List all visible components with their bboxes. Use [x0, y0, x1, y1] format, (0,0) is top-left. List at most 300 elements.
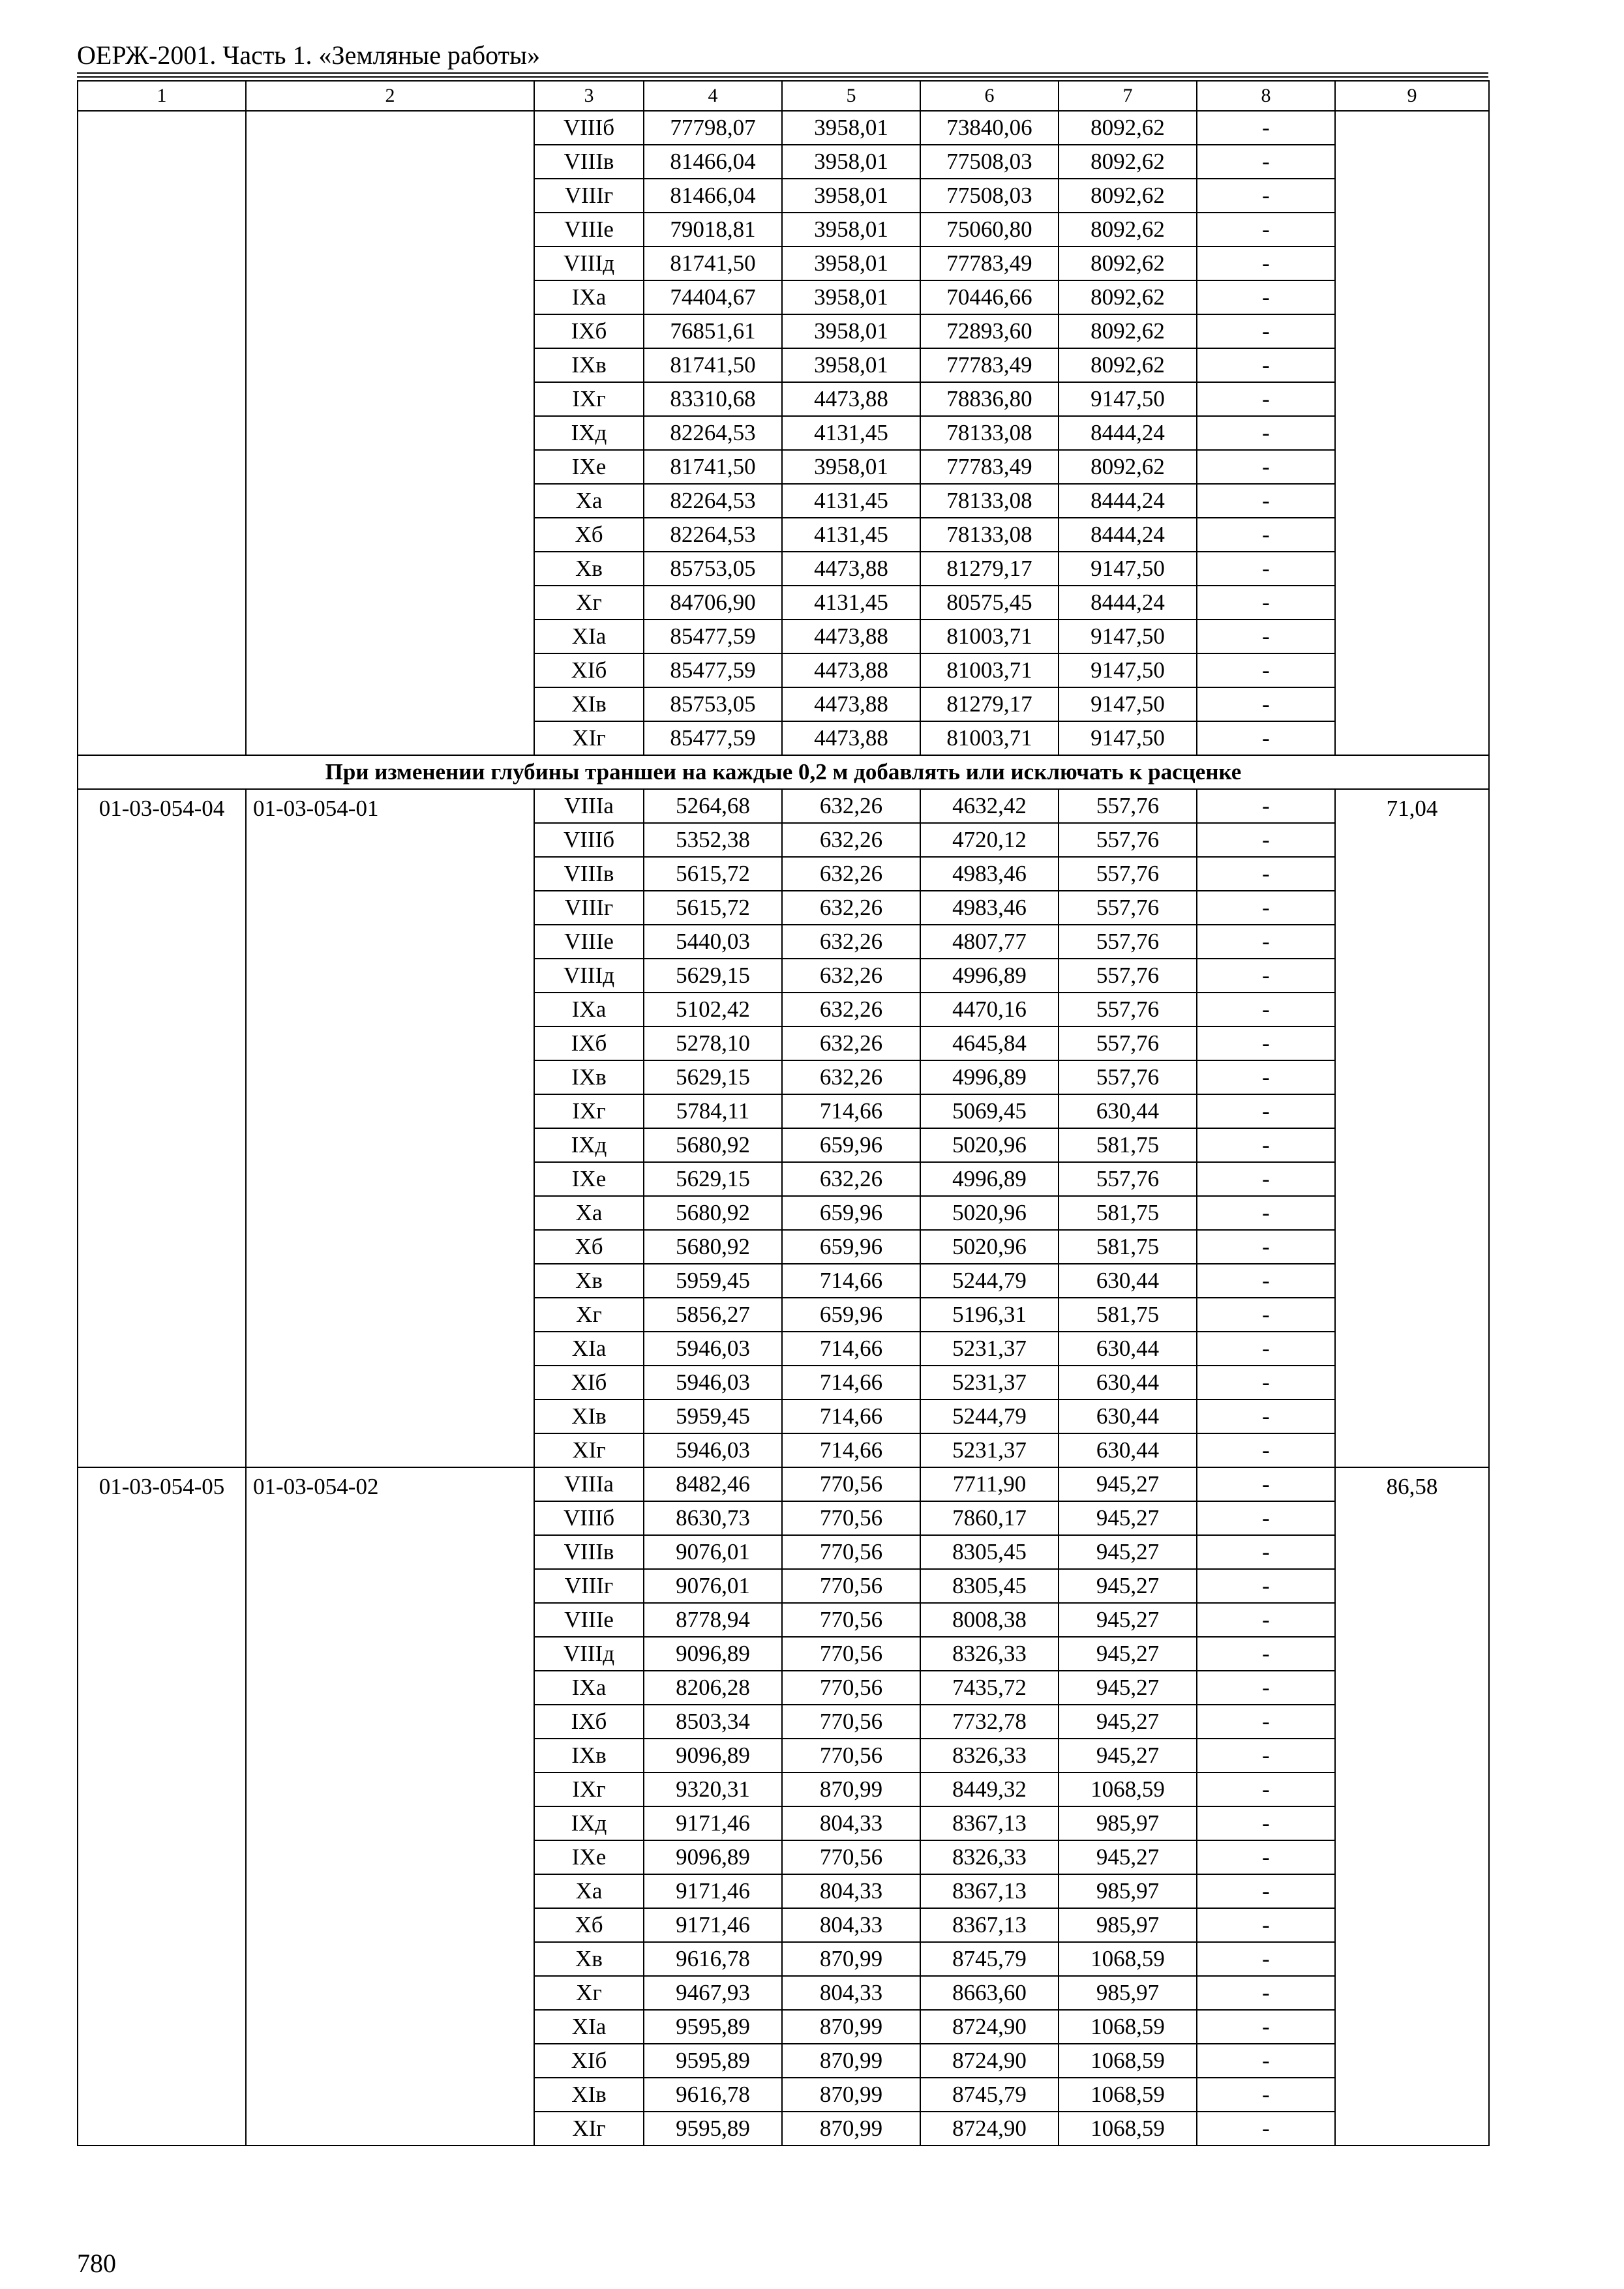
- machinists-wages-cell: 1068,59: [1059, 1942, 1197, 1976]
- machinists-wages-cell: 630,44: [1059, 1264, 1197, 1298]
- wages-cell: 632,26: [782, 1060, 920, 1094]
- total-cost-cell: 8630,73: [644, 1501, 782, 1535]
- machines-cell: 81279,17: [920, 687, 1059, 721]
- soil-group-cell: VIIIб: [534, 823, 644, 857]
- wages-cell: 3958,01: [782, 348, 920, 382]
- machinists-wages-cell: 630,44: [1059, 1094, 1197, 1128]
- machines-cell: 77508,03: [920, 145, 1059, 179]
- wages-cell: 770,56: [782, 1501, 920, 1535]
- machines-cell: 81003,71: [920, 653, 1059, 687]
- machines-cell: 4996,89: [920, 959, 1059, 993]
- soil-group-cell: IXа: [534, 993, 644, 1026]
- soil-group-cell: VIIIб: [534, 1501, 644, 1535]
- soil-group-cell: IXг: [534, 1773, 644, 1806]
- section-heading-row: [78, 755, 1489, 789]
- materials-cell: -: [1197, 382, 1335, 416]
- materials-cell: -: [1197, 1739, 1335, 1773]
- total-cost-cell: 5784,11: [644, 1094, 782, 1128]
- machines-cell: 5231,37: [920, 1366, 1059, 1399]
- materials-cell: -: [1197, 891, 1335, 925]
- machinists-wages-cell: 9147,50: [1059, 687, 1197, 721]
- machines-cell: 4632,42: [920, 789, 1059, 823]
- machines-cell: 70446,66: [920, 280, 1059, 314]
- wages-cell: 4473,88: [782, 552, 920, 586]
- machines-cell: 8449,32: [920, 1773, 1059, 1806]
- machines-cell: 5244,79: [920, 1399, 1059, 1433]
- machines-cell: 8724,90: [920, 2010, 1059, 2044]
- total-cost-cell: 5264,68: [644, 789, 782, 823]
- machinists-wages-cell: 557,76: [1059, 1060, 1197, 1094]
- wages-cell: 804,33: [782, 1874, 920, 1908]
- materials-cell: -: [1197, 687, 1335, 721]
- machinists-wages-cell: 8444,24: [1059, 518, 1197, 552]
- machinists-wages-cell: 945,27: [1059, 1739, 1197, 1773]
- total-cost-cell: 5629,15: [644, 959, 782, 993]
- soil-group-cell: XIв: [534, 687, 644, 721]
- machines-cell: 8367,13: [920, 1908, 1059, 1942]
- soil-group-cell: VIIIв: [534, 857, 644, 891]
- materials-cell: -: [1197, 1060, 1335, 1094]
- materials-cell: -: [1197, 1773, 1335, 1806]
- soil-group-cell: XIа: [534, 620, 644, 653]
- soil-group-cell: VIIIа: [534, 789, 644, 823]
- materials-cell: -: [1197, 1705, 1335, 1739]
- machines-cell: 8326,33: [920, 1739, 1059, 1773]
- materials-cell: -: [1197, 484, 1335, 518]
- wages-cell: 632,26: [782, 1026, 920, 1060]
- soil-group-cell: Xа: [534, 1196, 644, 1230]
- machines-cell: 8008,38: [920, 1603, 1059, 1637]
- machinists-wages-cell: 581,75: [1059, 1196, 1197, 1230]
- soil-group-cell: Xб: [534, 1230, 644, 1264]
- column-number-cell: 7: [1059, 81, 1197, 111]
- total-cost-cell: 9076,01: [644, 1535, 782, 1569]
- materials-cell: -: [1197, 2044, 1335, 2078]
- machinists-wages-cell: 630,44: [1059, 1366, 1197, 1399]
- total-cost-cell: 9616,78: [644, 1942, 782, 1976]
- total-cost-cell: 9595,89: [644, 2112, 782, 2146]
- wages-cell: 714,66: [782, 1264, 920, 1298]
- wages-cell: 770,56: [782, 1569, 920, 1603]
- soil-group-cell: XIб: [534, 2044, 644, 2078]
- materials-cell: -: [1197, 2112, 1335, 2146]
- machines-cell: 8305,45: [920, 1569, 1059, 1603]
- materials-cell: -: [1197, 721, 1335, 755]
- machines-cell: 5231,37: [920, 1433, 1059, 1467]
- labor-cost-cell: 71,04: [1335, 789, 1489, 1467]
- machinists-wages-cell: 8092,62: [1059, 111, 1197, 145]
- machinists-wages-cell: 945,27: [1059, 1705, 1197, 1739]
- machines-cell: 8367,13: [920, 1806, 1059, 1840]
- wages-cell: 3958,01: [782, 179, 920, 213]
- soil-group-cell: VIIIб: [534, 111, 644, 145]
- table-row: [78, 789, 1489, 823]
- wages-cell: 804,33: [782, 1908, 920, 1942]
- wages-cell: 3958,01: [782, 213, 920, 247]
- materials-cell: -: [1197, 857, 1335, 891]
- soil-group-cell: Xг: [534, 586, 644, 620]
- materials-cell: -: [1197, 1976, 1335, 2010]
- wages-cell: 659,96: [782, 1298, 920, 1332]
- machines-cell: 7435,72: [920, 1671, 1059, 1705]
- total-cost-cell: 85477,59: [644, 620, 782, 653]
- machines-cell: 81279,17: [920, 552, 1059, 586]
- column-number-cell: 2: [246, 81, 534, 111]
- wages-cell: 870,99: [782, 1942, 920, 1976]
- materials-cell: -: [1197, 111, 1335, 145]
- soil-group-cell: XIг: [534, 1433, 644, 1467]
- soil-group-cell: IXд: [534, 416, 644, 450]
- materials-cell: -: [1197, 620, 1335, 653]
- machines-cell: 78133,08: [920, 484, 1059, 518]
- total-cost-cell: 81741,50: [644, 348, 782, 382]
- column-number-cell: 9: [1335, 81, 1489, 111]
- wages-cell: 659,96: [782, 1196, 920, 1230]
- materials-cell: -: [1197, 450, 1335, 484]
- machinists-wages-cell: 8092,62: [1059, 450, 1197, 484]
- machinists-wages-cell: 581,75: [1059, 1128, 1197, 1162]
- machinists-wages-cell: 1068,59: [1059, 2044, 1197, 2078]
- soil-group-cell: Xв: [534, 1942, 644, 1976]
- wages-cell: 714,66: [782, 1332, 920, 1366]
- machinists-wages-cell: 557,76: [1059, 789, 1197, 823]
- wages-cell: 770,56: [782, 1739, 920, 1773]
- total-cost-cell: 5680,92: [644, 1196, 782, 1230]
- machines-cell: 5069,45: [920, 1094, 1059, 1128]
- header-rule: [77, 72, 1488, 74]
- machinists-wages-cell: 1068,59: [1059, 2112, 1197, 2146]
- machinists-wages-cell: 8092,62: [1059, 280, 1197, 314]
- soil-group-cell: Xв: [534, 1264, 644, 1298]
- wages-cell: 714,66: [782, 1366, 920, 1399]
- total-cost-cell: 9616,78: [644, 2078, 782, 2112]
- wages-cell: 632,26: [782, 891, 920, 925]
- machines-cell: 8305,45: [920, 1535, 1059, 1569]
- machines-cell: 4645,84: [920, 1026, 1059, 1060]
- total-cost-cell: 85753,05: [644, 687, 782, 721]
- wages-cell: 3958,01: [782, 280, 920, 314]
- total-cost-cell: 9595,89: [644, 2010, 782, 2044]
- machinists-wages-cell: 8092,62: [1059, 213, 1197, 247]
- total-cost-cell: 82264,53: [644, 484, 782, 518]
- wages-cell: 770,56: [782, 1671, 920, 1705]
- machinists-wages-cell: 985,97: [1059, 1806, 1197, 1840]
- materials-cell: -: [1197, 1433, 1335, 1467]
- machines-cell: 7860,17: [920, 1501, 1059, 1535]
- materials-cell: -: [1197, 247, 1335, 280]
- total-cost-cell: 9096,89: [644, 1840, 782, 1874]
- soil-group-cell: VIIIд: [534, 1637, 644, 1671]
- total-cost-cell: 82264,53: [644, 518, 782, 552]
- total-cost-cell: 74404,67: [644, 280, 782, 314]
- wages-cell: 659,96: [782, 1230, 920, 1264]
- section-heading: При изменении глубины траншеи на каждые 0,2 м добавлять или исключать к расценке: [78, 755, 1489, 789]
- materials-cell: -: [1197, 2010, 1335, 2044]
- soil-group-cell: IXв: [534, 1060, 644, 1094]
- materials-cell: -: [1197, 1874, 1335, 1908]
- wages-cell: 659,96: [782, 1128, 920, 1162]
- total-cost-cell: 83310,68: [644, 382, 782, 416]
- total-cost-cell: 81466,04: [644, 145, 782, 179]
- wages-cell: 870,99: [782, 2112, 920, 2146]
- machinists-wages-cell: 945,27: [1059, 1840, 1197, 1874]
- materials-cell: -: [1197, 213, 1335, 247]
- wages-cell: 770,56: [782, 1705, 920, 1739]
- materials-cell: -: [1197, 1840, 1335, 1874]
- column-number-row: [78, 81, 1489, 111]
- machinists-wages-cell: 945,27: [1059, 1603, 1197, 1637]
- machines-cell: 73840,06: [920, 111, 1059, 145]
- soil-group-cell: VIIIе: [534, 925, 644, 959]
- soil-group-cell: XIг: [534, 2112, 644, 2146]
- machinists-wages-cell: 557,76: [1059, 959, 1197, 993]
- machines-cell: 5020,96: [920, 1196, 1059, 1230]
- soil-group-cell: IXд: [534, 1806, 644, 1840]
- machinists-wages-cell: 9147,50: [1059, 653, 1197, 687]
- wages-cell: 632,26: [782, 993, 920, 1026]
- machinists-wages-cell: 8092,62: [1059, 314, 1197, 348]
- soil-group-cell: XIа: [534, 1332, 644, 1366]
- machinists-wages-cell: 8092,62: [1059, 145, 1197, 179]
- total-cost-cell: 85477,59: [644, 653, 782, 687]
- materials-cell: -: [1197, 1569, 1335, 1603]
- machines-cell: 80575,45: [920, 586, 1059, 620]
- soil-group-cell: VIIIв: [534, 1535, 644, 1569]
- materials-cell: -: [1197, 179, 1335, 213]
- column-number-cell: 6: [920, 81, 1059, 111]
- machines-cell: 77783,49: [920, 348, 1059, 382]
- soil-group-cell: VIIIг: [534, 179, 644, 213]
- materials-cell: -: [1197, 552, 1335, 586]
- materials-cell: -: [1197, 1094, 1335, 1128]
- machines-cell: 4470,16: [920, 993, 1059, 1026]
- materials-cell: -: [1197, 348, 1335, 382]
- wages-cell: 3958,01: [782, 145, 920, 179]
- wages-cell: 4473,88: [782, 382, 920, 416]
- column-number-cell: 3: [534, 81, 644, 111]
- code-cell: 01-03-054-04: [78, 789, 246, 1467]
- materials-cell: -: [1197, 145, 1335, 179]
- labor-cost-cell: [1335, 111, 1489, 755]
- materials-cell: -: [1197, 823, 1335, 857]
- total-cost-cell: 9320,31: [644, 1773, 782, 1806]
- total-cost-cell: 85753,05: [644, 552, 782, 586]
- materials-cell: -: [1197, 416, 1335, 450]
- materials-cell: -: [1197, 1535, 1335, 1569]
- soil-group-cell: IXд: [534, 1128, 644, 1162]
- materials-cell: -: [1197, 1162, 1335, 1196]
- machines-cell: 5244,79: [920, 1264, 1059, 1298]
- materials-cell: -: [1197, 280, 1335, 314]
- total-cost-cell: 76851,61: [644, 314, 782, 348]
- total-cost-cell: 8503,34: [644, 1705, 782, 1739]
- materials-cell: -: [1197, 1366, 1335, 1399]
- wages-cell: 3958,01: [782, 247, 920, 280]
- machinists-wages-cell: 630,44: [1059, 1399, 1197, 1433]
- wages-cell: 632,26: [782, 823, 920, 857]
- soil-group-cell: IXв: [534, 1739, 644, 1773]
- machines-cell: 4983,46: [920, 857, 1059, 891]
- machinists-wages-cell: 9147,50: [1059, 721, 1197, 755]
- machines-cell: 5020,96: [920, 1128, 1059, 1162]
- machinists-wages-cell: 985,97: [1059, 1976, 1197, 2010]
- machinists-wages-cell: 557,76: [1059, 823, 1197, 857]
- soil-group-cell: Xб: [534, 518, 644, 552]
- soil-group-cell: Xг: [534, 1298, 644, 1332]
- machinists-wages-cell: 945,27: [1059, 1637, 1197, 1671]
- wages-cell: 632,26: [782, 857, 920, 891]
- wages-cell: 632,26: [782, 789, 920, 823]
- wages-cell: 770,56: [782, 1535, 920, 1569]
- wages-cell: 4131,45: [782, 416, 920, 450]
- machinists-wages-cell: 557,76: [1059, 1162, 1197, 1196]
- wages-cell: 3958,01: [782, 314, 920, 348]
- soil-group-cell: Xг: [534, 1976, 644, 2010]
- total-cost-cell: 5946,03: [644, 1366, 782, 1399]
- total-cost-cell: 9595,89: [644, 2044, 782, 2078]
- soil-group-cell: VIIIа: [534, 1467, 644, 1501]
- materials-cell: -: [1197, 1501, 1335, 1535]
- machinists-wages-cell: 8092,62: [1059, 179, 1197, 213]
- machines-cell: 5231,37: [920, 1332, 1059, 1366]
- soil-group-cell: VIIIг: [534, 891, 644, 925]
- soil-group-cell: IXг: [534, 382, 644, 416]
- materials-cell: -: [1197, 959, 1335, 993]
- wages-cell: 770,56: [782, 1467, 920, 1501]
- total-cost-cell: 79018,81: [644, 213, 782, 247]
- materials-cell: -: [1197, 789, 1335, 823]
- column-number-cell: 8: [1197, 81, 1335, 111]
- materials-cell: -: [1197, 1264, 1335, 1298]
- wages-cell: 632,26: [782, 959, 920, 993]
- materials-cell: -: [1197, 2078, 1335, 2112]
- machinists-wages-cell: 8444,24: [1059, 416, 1197, 450]
- wages-cell: 632,26: [782, 1162, 920, 1196]
- materials-cell: -: [1197, 1603, 1335, 1637]
- machines-cell: 8745,79: [920, 1942, 1059, 1976]
- materials-cell: -: [1197, 1908, 1335, 1942]
- labor-cost-cell: 86,58: [1335, 1467, 1489, 2146]
- rates-table: [77, 80, 1490, 2146]
- machines-cell: 8745,79: [920, 2078, 1059, 2112]
- total-cost-cell: 5680,92: [644, 1230, 782, 1264]
- total-cost-cell: 9171,46: [644, 1908, 782, 1942]
- materials-cell: -: [1197, 314, 1335, 348]
- machines-cell: 4720,12: [920, 823, 1059, 857]
- wages-cell: 4131,45: [782, 484, 920, 518]
- soil-group-cell: IXе: [534, 450, 644, 484]
- machinists-wages-cell: 557,76: [1059, 925, 1197, 959]
- wages-cell: 4473,88: [782, 687, 920, 721]
- wages-cell: 804,33: [782, 1976, 920, 2010]
- machines-cell: 77783,49: [920, 450, 1059, 484]
- total-cost-cell: 5102,42: [644, 993, 782, 1026]
- machinists-wages-cell: 1068,59: [1059, 2010, 1197, 2044]
- page-number: 780: [77, 2249, 116, 2278]
- materials-cell: -: [1197, 1332, 1335, 1366]
- materials-cell: -: [1197, 518, 1335, 552]
- materials-cell: -: [1197, 1399, 1335, 1433]
- wages-cell: 4473,88: [782, 653, 920, 687]
- reference-code-cell: 01-03-054-01: [246, 789, 534, 1467]
- wages-cell: 770,56: [782, 1637, 920, 1671]
- soil-group-cell: IXе: [534, 1840, 644, 1874]
- machines-cell: 7711,90: [920, 1467, 1059, 1501]
- machinists-wages-cell: 945,27: [1059, 1569, 1197, 1603]
- soil-group-cell: IXб: [534, 1026, 644, 1060]
- machinists-wages-cell: 8444,24: [1059, 484, 1197, 518]
- total-cost-cell: 5959,45: [644, 1399, 782, 1433]
- machinists-wages-cell: 581,75: [1059, 1230, 1197, 1264]
- total-cost-cell: 5946,03: [644, 1433, 782, 1467]
- materials-cell: -: [1197, 993, 1335, 1026]
- machines-cell: 8326,33: [920, 1637, 1059, 1671]
- wages-cell: 770,56: [782, 1840, 920, 1874]
- code-cell: [78, 111, 246, 755]
- soil-group-cell: XIв: [534, 2078, 644, 2112]
- machinists-wages-cell: 8092,62: [1059, 247, 1197, 280]
- machines-cell: 5020,96: [920, 1230, 1059, 1264]
- soil-group-cell: IXб: [534, 314, 644, 348]
- machines-cell: 81003,71: [920, 721, 1059, 755]
- machines-cell: 8367,13: [920, 1874, 1059, 1908]
- total-cost-cell: 5352,38: [644, 823, 782, 857]
- machinists-wages-cell: 945,27: [1059, 1501, 1197, 1535]
- table-row: [78, 1467, 1489, 1501]
- soil-group-cell: XIв: [534, 1399, 644, 1433]
- total-cost-cell: 77798,07: [644, 111, 782, 145]
- soil-group-cell: IXв: [534, 348, 644, 382]
- wages-cell: 804,33: [782, 1806, 920, 1840]
- header-rule-double: [77, 76, 1488, 78]
- soil-group-cell: XIг: [534, 721, 644, 755]
- page-header: ОЕРЖ-2001. Часть 1. «Земляные работы»: [77, 40, 540, 70]
- machinists-wages-cell: 557,76: [1059, 1026, 1197, 1060]
- soil-group-cell: IXе: [534, 1162, 644, 1196]
- machinists-wages-cell: 557,76: [1059, 857, 1197, 891]
- machinists-wages-cell: 581,75: [1059, 1298, 1197, 1332]
- wages-cell: 870,99: [782, 2078, 920, 2112]
- total-cost-cell: 9171,46: [644, 1806, 782, 1840]
- machinists-wages-cell: 945,27: [1059, 1467, 1197, 1501]
- soil-group-cell: Xв: [534, 552, 644, 586]
- soil-group-cell: IXб: [534, 1705, 644, 1739]
- wages-cell: 4473,88: [782, 620, 920, 653]
- total-cost-cell: 9096,89: [644, 1739, 782, 1773]
- machines-cell: 4996,89: [920, 1060, 1059, 1094]
- machines-cell: 8724,90: [920, 2044, 1059, 2078]
- total-cost-cell: 5680,92: [644, 1128, 782, 1162]
- machines-cell: 77508,03: [920, 179, 1059, 213]
- total-cost-cell: 81741,50: [644, 450, 782, 484]
- total-cost-cell: 9467,93: [644, 1976, 782, 2010]
- total-cost-cell: 8482,46: [644, 1467, 782, 1501]
- reference-code-cell: 01-03-054-02: [246, 1467, 534, 2146]
- wages-cell: 714,66: [782, 1094, 920, 1128]
- total-cost-cell: 5946,03: [644, 1332, 782, 1366]
- total-cost-cell: 5629,15: [644, 1162, 782, 1196]
- machines-cell: 78133,08: [920, 518, 1059, 552]
- machinists-wages-cell: 9147,50: [1059, 382, 1197, 416]
- machines-cell: 7732,78: [920, 1705, 1059, 1739]
- soil-group-cell: XIб: [534, 653, 644, 687]
- wages-cell: 770,56: [782, 1603, 920, 1637]
- soil-group-cell: Xа: [534, 1874, 644, 1908]
- materials-cell: -: [1197, 1671, 1335, 1705]
- soil-group-cell: VIIIд: [534, 959, 644, 993]
- column-number-cell: 1: [78, 81, 246, 111]
- column-number-cell: 5: [782, 81, 920, 111]
